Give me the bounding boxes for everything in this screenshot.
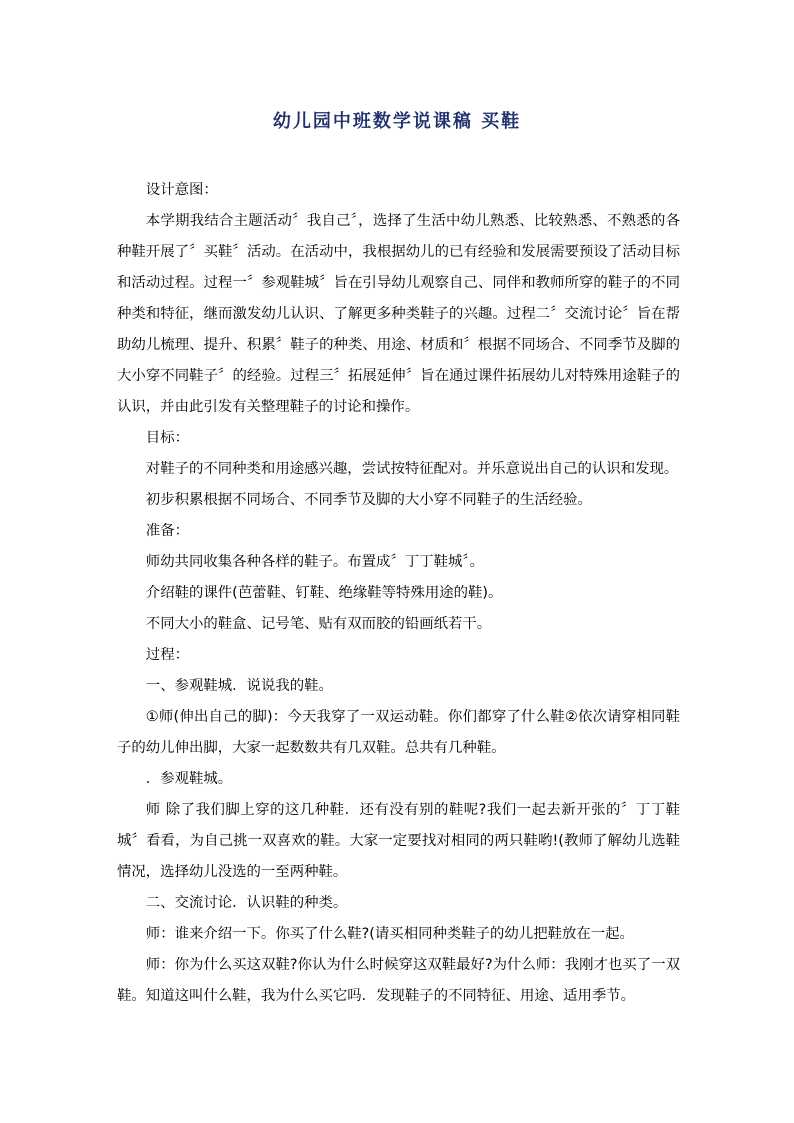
paragraph-preparation-1: 师幼共同收集各种各样的鞋子。布置成〞丁丁鞋城〞。 <box>145 554 484 570</box>
paragraph-goals-heading: 目标： <box>145 430 189 446</box>
paragraph-preparation-2: 介绍鞋的课件(芭蕾鞋、钉鞋、绝缘鞋等特殊用途的鞋)。 <box>145 585 503 601</box>
paragraph-goal-1: 对鞋子的不同种类和用途感兴趣，尝试按特征配对。并乐意说出自己的认识和发现。 <box>145 461 679 477</box>
paragraph-step-2-heading: 二、交流讨论．认识鞋的种类。 <box>145 895 348 911</box>
paragraph-step-2a: 师：谁来介绍一下。你买了什么鞋?(请买相同种类鞋子的幼儿把鞋放在一起。 <box>145 926 634 942</box>
document-body <box>117 175 680 1012</box>
paragraph-goal-2: 初步积累根据不同场合、不同季节及脚的大小穿不同鞋子的生活经验。 <box>145 492 592 508</box>
document-title: 幼儿园中班数学说课稿 买鞋 <box>272 111 522 132</box>
paragraph-step-1b-heading: ．参观鞋城。 <box>145 771 233 787</box>
paragraph-design-intent: 本学期我结合主题活动〞我自己〞，选择了生活中幼儿熟悉、比较熟悉、不熟悉的各种鞋开展了〞买鞋〞活动。在活动中，我根据幼儿的已有经验和发展需要预设了活动目标和活动过程。过程一〞参观鞋城〞旨在引导幼儿观察自己、同伴和教师所穿的鞋子的不同种类和特征，继而激发幼儿认识、了解更多种类鞋子的兴趣。过程二〞交流讨论〞旨在帮助幼儿梳理、提升、积累〞鞋子的种类、用途、材质和〞根据不同场合、不同季节及脚的大小穿不同鞋子〞的经验。过程三〞拓展延伸〞旨在通过课件拓展幼儿对特殊用途鞋子的认识，并由此引发有关整理鞋子的讨论和操作。 <box>117 213 680 415</box>
paragraph-preparation-heading: 准备： <box>145 523 189 539</box>
paragraph-step-1-heading: 一、参观鞋城．说说我的鞋。 <box>145 678 333 694</box>
paragraph-step-1b: 师 除了我们脚上穿的这几种鞋．还有没有别的鞋呢?我们一起去新开张的〞丁丁鞋城〞看看，为自己挑一双喜欢的鞋。大家一定要找对相同的两只鞋哟!(教师了解幼儿选鞋情况，选择幼儿没选的一至两种鞋。 <box>117 802 680 880</box>
paragraph-process-heading: 过程： <box>145 647 189 663</box>
paragraph-preparation-3: 不同大小的鞋盒、记号笔、贴有双而胶的铅画纸若干。 <box>145 616 492 632</box>
paragraph-step-1a: ①师(伸出自己的脚)：今天我穿了一双运动鞋。你们都穿了什么鞋②依次请穿相同鞋子的幼儿伸出脚，大家一起数数共有几双鞋。总共有几种鞋。 <box>117 709 680 756</box>
paragraph-step-2b: 师：你为什么买这双鞋?你认为什么时候穿这双鞋最好?为什么师：我刚才也买了一双鞋。知道这叫什么鞋，我为什么买它吗．发现鞋子的不同特征、用途、适用季节。 <box>117 957 680 1004</box>
paragraph-design-intent-heading: 设计意图： <box>145 182 218 198</box>
